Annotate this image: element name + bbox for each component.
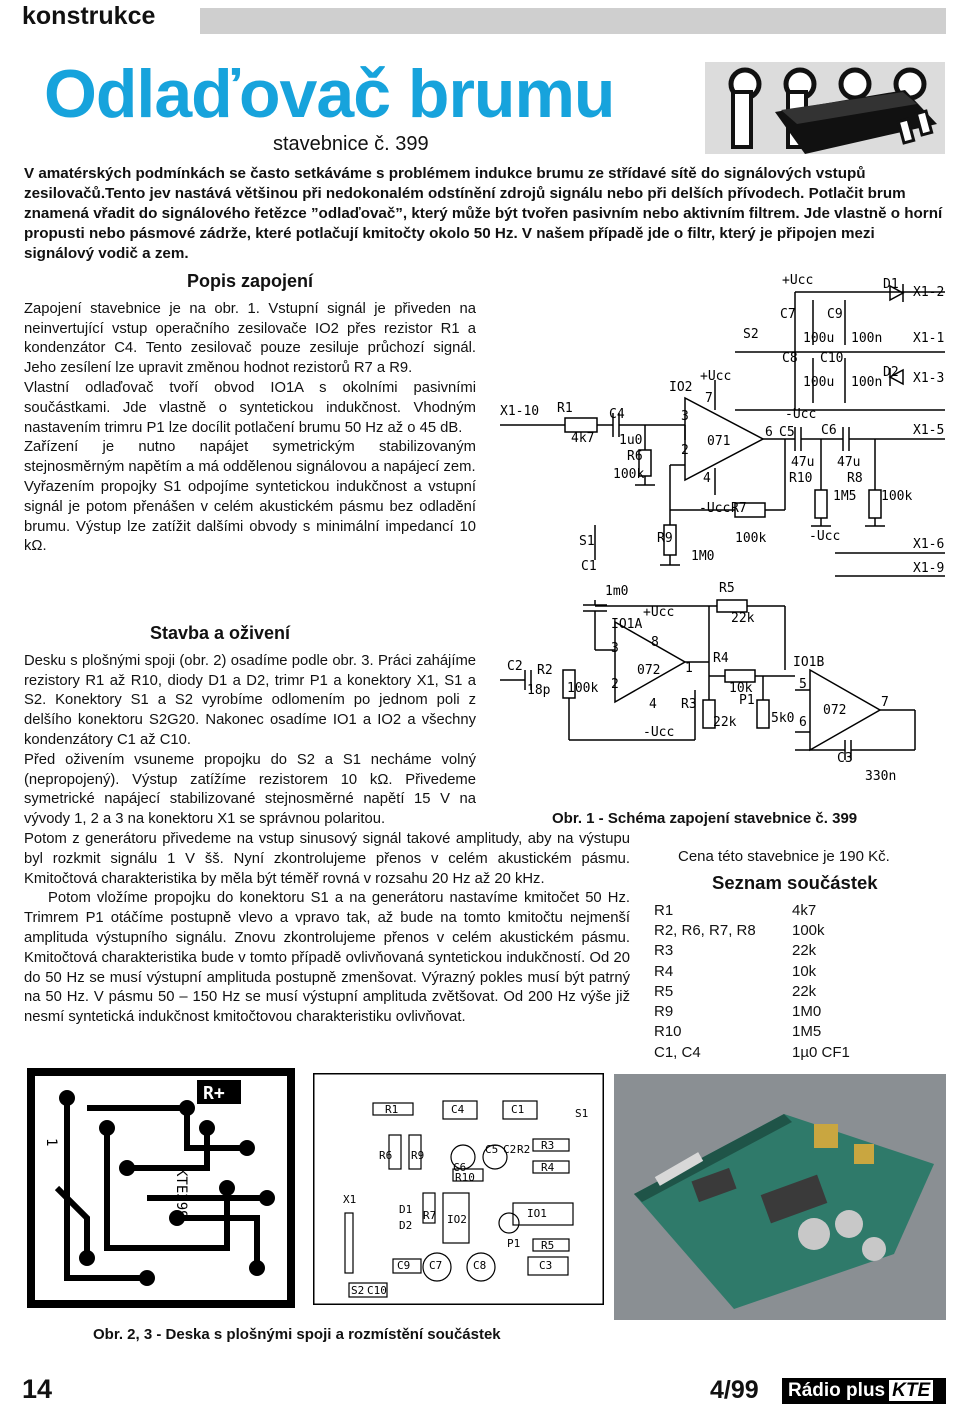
label-pin5: 5	[799, 677, 807, 692]
label-ucc-io2: +Ucc	[700, 369, 732, 384]
label-r2v: 100k	[567, 681, 599, 696]
label-pin1: 1	[685, 661, 693, 676]
label-s1: S1	[579, 534, 595, 549]
pcb-c1: C1	[511, 1103, 525, 1116]
price-text: Cena této stavebnice je 190 Kč.	[678, 848, 890, 865]
label-r5v: 22k	[731, 611, 755, 626]
board-photo	[614, 1074, 946, 1320]
pcb-r10: R10	[455, 1171, 475, 1184]
label-r4: R4	[713, 651, 729, 666]
lead-paragraph: V amatérských podmínkách se často setkáváme s problémem indukce brumu ze střídavé sítě do signálových vstupů zesilovačů.Tento jev nastává většinou při nedokonalém odstínění zdrojů signálu nebo při delších přívodech. Potlačit brum znamená vřadit do signálového řetězce ”odlaďovač”, který může být tvořen pasivním nebo aktivním filtrem. Jde vlastně o horní propusti nebo pásmové zádrže, které potlačují kmitočty okolo 50 Hz. V našem případě jde o filtr, který je připojen mezi signálový vodič a zem.	[24, 165, 943, 262]
label-r8v: 100k	[881, 489, 913, 504]
pcb-r7: R7	[423, 1209, 437, 1222]
pcb-c2: C2	[503, 1143, 517, 1156]
section-tag: konstrukce	[22, 2, 156, 30]
label-d1: D1	[883, 277, 899, 292]
label-io2: IO2	[669, 380, 693, 395]
stavba-p2a: Před oživením vsuneme propojku do S2 a S1 necháme volný (nepropojený). Výstup zatížíme rezistorem 10 kΩ. Přivedeme symetrické napájecí stabilizované stejnosměrné napětí 15 V na vývody 1, 2 a 3 na konektoru X1 se správnou polaritou.	[24, 751, 476, 828]
label-c4v: 1u0	[619, 433, 643, 448]
label-s2: S2	[743, 327, 759, 342]
label-x1-5: X1-5	[913, 423, 945, 438]
popis-heading: Popis zapojení	[186, 271, 314, 291]
pcb-c7: C7	[429, 1259, 443, 1272]
part-ref: R1	[654, 901, 674, 919]
label-r5: R5	[719, 581, 735, 596]
magazine-brand	[782, 1378, 946, 1404]
parts-row	[654, 920, 850, 940]
pcb-r5: R5	[541, 1239, 555, 1252]
pcb-d2: D2	[399, 1219, 413, 1232]
popis-p4: Vyřazením propojky S1 odpojíme syntetickou indukčnost a vstupní signál je potom přenášen v celém akustickém pásmu bez odladění brumu. Výstup lze zatížit dalšími obvody s minimální impedancí 10 kΩ.	[24, 478, 476, 555]
label-c6: C6	[821, 423, 837, 438]
label-pin8: 8	[651, 635, 659, 650]
label-ucc-neg-r10: -Ucc	[809, 529, 841, 544]
component-layout-image	[313, 1073, 604, 1305]
pcb-r9: R9	[411, 1149, 425, 1162]
pcb-c10: C10	[367, 1284, 387, 1297]
label-ucc-neg-io1: -Ucc	[643, 725, 675, 740]
parts-row	[654, 1042, 850, 1062]
pcb-d1: D1	[399, 1203, 413, 1216]
label-x1-2: X1-2	[913, 285, 945, 300]
schematic-diagram	[495, 270, 950, 805]
label-c1v: 1m0	[605, 584, 629, 599]
label-r6v: 100k	[613, 467, 645, 482]
label-r10v: 1M5	[833, 489, 857, 504]
label-c9: C9	[827, 307, 843, 322]
label-r4v: 10k	[729, 681, 753, 696]
label-x1-6: X1-6	[913, 537, 945, 552]
label-r9v: 1M0	[691, 549, 715, 564]
label-pin2: 2	[681, 443, 689, 458]
part-ref: R3	[654, 942, 674, 960]
stavba-continued	[24, 830, 630, 1028]
label-x1-3: X1-3	[913, 371, 945, 386]
pcb-x1: X1	[343, 1193, 357, 1206]
pcb-c6: C6	[453, 1161, 467, 1174]
part-value: 1M5	[792, 1023, 822, 1041]
pcb-foil-image	[27, 1068, 295, 1308]
label-r10: R10	[789, 471, 813, 486]
label-io1b: IO1B	[793, 655, 825, 670]
label-pin6: 6	[765, 425, 773, 440]
label-r8: R8	[847, 471, 863, 486]
label-io1-type: 072	[637, 663, 661, 678]
label-c10: C10	[820, 351, 844, 366]
label-pin4b: 4	[649, 697, 657, 712]
part-ref: R9	[654, 1003, 674, 1021]
label-pin7b: 7	[881, 695, 889, 710]
stavba-p2b: Potom z generátoru přivedeme na vstup sinusový signál takové amplitudy, aby na výstupu byl rozkmit signálu 1 V šš. Nyní zkontrolujeme přenos v celém akustickém pásmu. Kmitočtová charakteristika by měla být téměř rovná v rozsahu 20 Hz až 20 kHz.	[24, 831, 630, 887]
header-bar	[200, 8, 946, 34]
label-r3: R3	[681, 697, 697, 712]
pcb-io2: IO2	[447, 1213, 467, 1226]
label-c8v: 100u	[803, 375, 835, 390]
part-ref: R5	[654, 982, 674, 1000]
part-value: 100k	[792, 921, 825, 939]
label-pin7: 7	[705, 391, 713, 406]
popis-p1: Zapojení stavebnice je na obr. 1. Vstupní signál je přiveden na neinvertující vstup operačního zesilovače IO2 přes rezistor R1 a kondenzátor C4. Tento zesilovač pouze zesiluje průchozí signál. Jeho zesílení lze upravit změnou hodnot rezistorů R7 a R9.	[24, 300, 476, 377]
stavba-section	[24, 624, 476, 830]
label-x1-9: X1-9	[913, 561, 945, 576]
issue-number: 4/99	[710, 1376, 759, 1404]
pcb-c8: C8	[473, 1259, 487, 1272]
label-io2-type: 071	[707, 434, 731, 449]
label-c4: C4	[609, 407, 625, 422]
stavba-p3: Potom vložíme propojku do konektoru S1 a na generátoru nastavíme kmitočet 50 Hz. Trimrem P1 otáčíme postupně vlevo a vpravo tak, až bude na tomto kmitočtu nejmenší amplituda výstupního signálu. Znovu zkontrolujeme přenos v celém akustickém pásmu. Kmitočtová charakteristika bude v tomto případě ovlivňovaná syntetickou indukčností. Od 20 do 50 Hz se musí výstupní amplituda postupně zmenšovat. Výrazný pokles musí být patrný na 50 Hz. V pásmu 50 – 150 Hz se musí výstupní amplituda zvětšovat. Od 200 Hz výše již nesmí syntetická indukčnost kmitočtovou charakteristiku ovlivňovat.	[24, 890, 630, 1026]
pcb-s1: S1	[575, 1107, 589, 1120]
label-r9: R9	[657, 531, 673, 546]
figure1-caption: Obr. 1 - Schéma zapojení stavebnice č. 399	[552, 810, 858, 827]
chip-logo	[705, 62, 945, 154]
parts-heading: Seznam součástek	[712, 872, 878, 893]
label-c5: C5	[779, 425, 795, 440]
popis-p2: Vlastní odlaďovač tvoří obvod IO1A s okolními pasivními součástkami. Jde vlastně o syntetickou indukčnost. Vhodným nastavením trimru P1 lze docílit potlačení brumu 50 Hz až o 45 dB.	[24, 379, 476, 436]
pcb-r4: R4	[541, 1161, 555, 1174]
page-number: 14	[22, 1374, 53, 1404]
stavba-heading: Stavba a oživení	[149, 623, 291, 643]
label-r1v: 4k7	[571, 431, 595, 446]
label-c8: C8	[782, 351, 798, 366]
article-title: Odlaďovač brumu	[44, 56, 615, 132]
parts-row	[654, 981, 850, 1001]
pcb-plus-label: R+	[203, 1083, 225, 1104]
label-ucc-io1: +Ucc	[643, 605, 675, 620]
label-ucc-neg: -Ucc	[785, 407, 817, 422]
article-subtitle: stavebnice č. 399	[273, 133, 429, 155]
magazine-name: Rádio plus	[788, 1380, 886, 1401]
label-c5v: 47u	[791, 455, 815, 470]
label-c7v: 100u	[803, 331, 835, 346]
pcb-one-label: 1	[43, 1138, 59, 1147]
label-c3v: 330n	[865, 769, 897, 784]
parts-row	[654, 900, 850, 920]
label-c10v: 100n	[851, 375, 883, 390]
part-ref: R10	[654, 1023, 682, 1041]
part-value: 10k	[792, 962, 817, 980]
label-p1: P1	[739, 693, 755, 708]
parts-row	[654, 961, 850, 981]
label-pin3b: 3	[611, 641, 619, 656]
label-c3: C3	[837, 751, 853, 766]
pcb-c9: C9	[397, 1259, 411, 1272]
stavba-p1: Desku s plošnými spoji (obr. 2) osadíme podle obr. 3. Práci zahájíme rezistory R1 až R10, diody D1 a D2, trimr P1 a konektory X1, S1 a S2. Konektory S1 a S2 vyrobíme odlomením po jednom poli z delšího konektoru S2G20. Nakonec osadíme IO1 a IO2 a všechny kondenzátory C1 až C10.	[24, 652, 476, 748]
pcb-r6: R6	[379, 1149, 393, 1162]
part-ref: C1, C4	[654, 1043, 701, 1061]
pcb-c4: C4	[451, 1103, 465, 1116]
label-x1-10: X1-10	[500, 404, 540, 419]
pcb-r1: R1	[385, 1103, 399, 1116]
label-pin3: 3	[681, 409, 689, 424]
pcb-r3: R3	[541, 1139, 555, 1152]
kte-logo: KTE	[889, 1380, 933, 1401]
popis-section	[24, 272, 476, 557]
label-c2: C2	[507, 659, 523, 674]
label-io1b-type: 072	[823, 703, 847, 718]
parts-row	[654, 1001, 850, 1021]
pcb-c5: C5	[485, 1143, 499, 1156]
part-value: 4k7	[792, 901, 817, 919]
parts-row	[654, 941, 850, 961]
part-ref: R2, R6, R7, R8	[654, 921, 756, 939]
label-r3v: 22k	[713, 715, 737, 730]
label-pin6b: 6	[799, 715, 807, 730]
label-r6: R6	[627, 449, 643, 464]
label-p1v: 5k0	[771, 711, 795, 726]
label-r1: R1	[557, 401, 573, 416]
label-c2v: 18p	[527, 683, 551, 698]
parts-row	[654, 1022, 850, 1042]
pcb-kte-label: KTE399	[173, 1168, 189, 1219]
label-ucc-top: +Ucc	[782, 273, 814, 288]
label-r2: R2	[537, 663, 553, 678]
label-pin2b: 2	[611, 677, 619, 692]
pcb-s2: S2	[351, 1284, 365, 1297]
label-d2: D2	[883, 365, 899, 380]
label-c7: C7	[780, 307, 796, 322]
pcb-r2: R2	[517, 1143, 531, 1156]
pcb-io1: IO1	[527, 1207, 547, 1220]
pcb-c3: C3	[539, 1259, 553, 1272]
part-value: 1µ0 CF1	[792, 1043, 850, 1061]
pcb-p1: P1	[507, 1237, 521, 1250]
label-c9v: 100n	[851, 331, 883, 346]
label-io1a: IO1A	[611, 617, 643, 632]
label-c6v: 47u	[837, 455, 861, 470]
label-r7v: 100k	[735, 531, 767, 546]
label-r7: R7	[731, 501, 747, 516]
popis-p3: Zařízení je nutno napájet symetrickým stabilizovaným stejnosměrným napětím a má oddělenou signálovou a napájecí zem.	[24, 439, 476, 476]
parts-table	[654, 900, 850, 1062]
label-pin4: 4	[703, 471, 711, 486]
label-c1: C1	[581, 559, 597, 574]
part-value: 22k	[792, 982, 817, 1000]
part-ref: R4	[654, 962, 674, 980]
label-x1-1: X1-1	[913, 331, 945, 346]
figure23-caption: Obr. 2, 3 - Deska s plošnými spoji a rozmístění součástek	[93, 1326, 501, 1343]
label-ucc-neg-io2: -Ucc	[699, 501, 731, 516]
part-value: 22k	[792, 942, 817, 960]
part-value: 1M0	[792, 1003, 822, 1021]
